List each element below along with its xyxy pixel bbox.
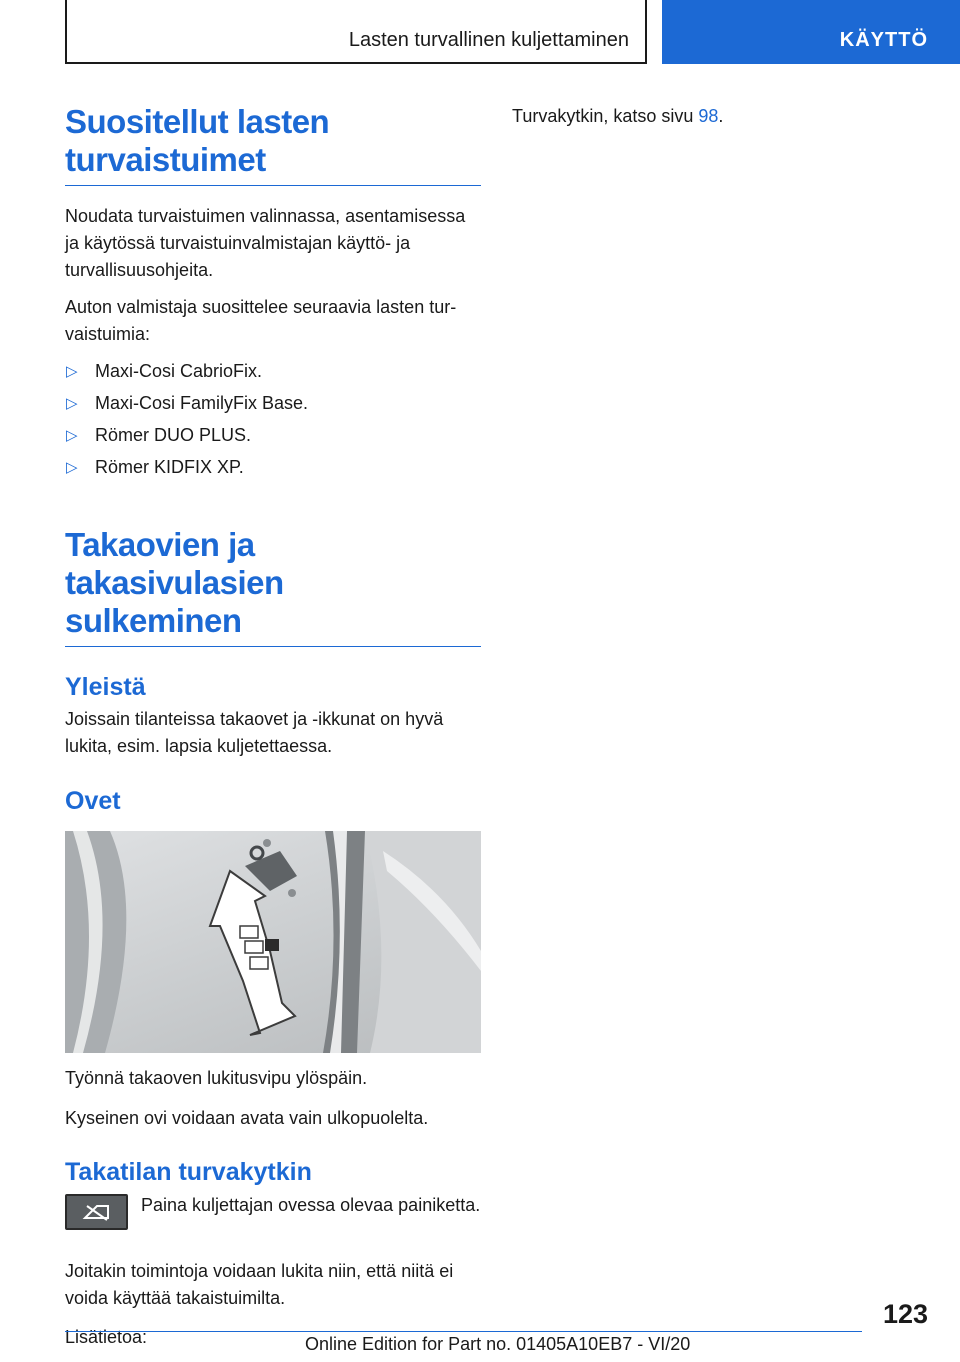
child-lock-switch-icon: [65, 1194, 128, 1230]
list-item: ▷ Römer DUO PLUS.: [65, 422, 481, 449]
footer-divider: [65, 1331, 862, 1332]
triangle-bullet-icon: ▷: [66, 363, 78, 380]
list-item: ▷ Maxi-Cosi CabrioFix.: [65, 358, 481, 385]
more-info-label: Lisätietoa:: [65, 1327, 148, 1347]
child-seat-instructions: Noudata turvaistuimen valinnassa, asentamisessa ja käytössä turvaistuinvalmistajan käyttö- ja turvallisuusohjeita.: [65, 206, 466, 280]
triangle-bullet-icon: ▷: [66, 395, 78, 412]
door-lock-illustration: [65, 831, 481, 1053]
triangle-bullet-icon: ▷: [66, 459, 78, 476]
safety-switch-instruction: Paina kuljettajan ovessa olevaa painiketta.: [141, 1195, 481, 1215]
safety-switch-info: Joitakin toimintoja voidaan lukita niin, että niitä ei voida käyttää takaistuimilta.: [65, 1261, 454, 1308]
header-section-box: [65, 0, 647, 64]
subsection-title-rear-safety-switch: Takatilan turvakytkin: [65, 1158, 312, 1186]
list-item: ▷ Römer KIDFIX XP.: [65, 454, 481, 481]
recommended-seats-list: [65, 358, 481, 481]
subsection-title-doors: Ovet: [65, 787, 121, 815]
page-number: 123: [882, 1299, 928, 1329]
chapter-tab-label: KÄYTTÖ: [839, 29, 928, 51]
left-column: [65, 103, 481, 1351]
cross-reference: Turvakytkin, katso sivu 98.: [512, 106, 724, 126]
subsection-title-general: Yleistä: [65, 673, 146, 701]
edition-info: Online Edition for Part no. 01405A10EB7 - VI/20: [305, 1334, 691, 1354]
general-text: Joissain tilanteissa takaovet ja -ikkunat on hyvä lukita, esim. lapsia kuljetettaessa.: [65, 709, 444, 756]
header-section-title: Lasten turvallinen kuljettaminen: [348, 29, 629, 51]
section-title-rear-doors: Takaovien ja takasivulasien sulkeminen: [65, 526, 481, 647]
safety-switch-row: [65, 1192, 481, 1246]
chapter-tab[interactable]: [662, 0, 960, 64]
section-title-child-seats: Suositellut lasten turvaistuimet: [65, 103, 481, 186]
triangle-bullet-icon: ▷: [66, 427, 78, 444]
list-item: ▷ Maxi-Cosi FamilyFix Base.: [65, 390, 481, 417]
right-column: [512, 103, 912, 130]
door-caption-outside: Kyseinen ovi voidaan avata vain ulkopuolelta.: [65, 1108, 429, 1128]
door-lock-image: [65, 831, 481, 1053]
manufacturer-recommendation: Auton valmistaja suosittelee seuraavia lasten turvaistuimia:: [65, 297, 457, 344]
page-link[interactable]: 98: [698, 106, 719, 126]
door-caption-push: Työnnä takaoven lukitusvipu ylöspäin.: [65, 1068, 368, 1088]
